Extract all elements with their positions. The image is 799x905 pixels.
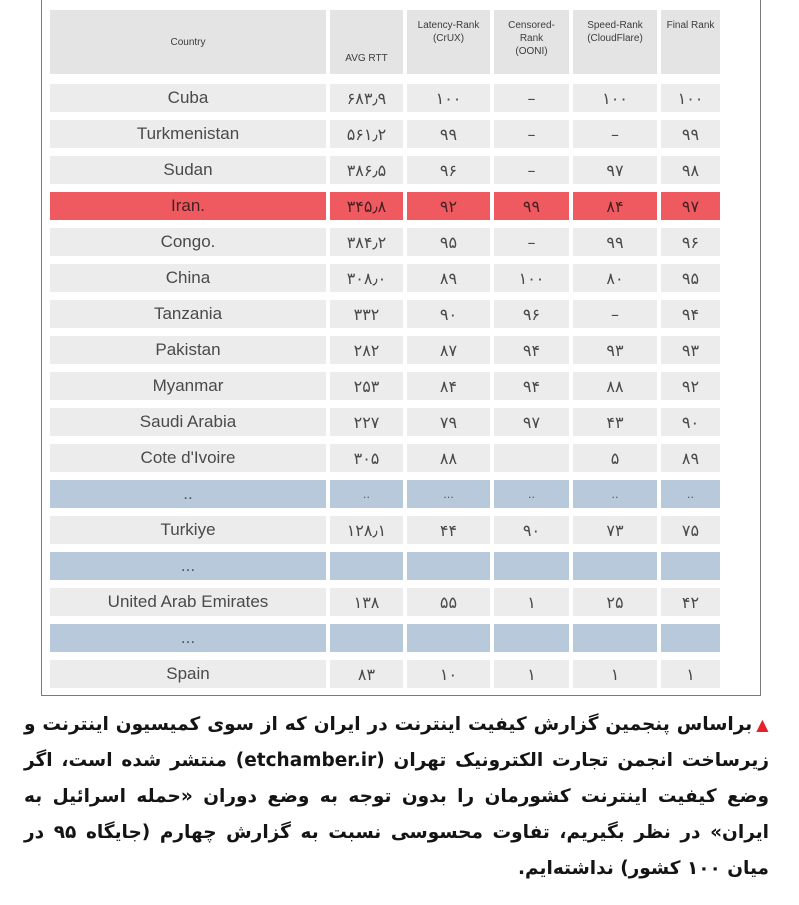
cell-avg: ۲۵۳ (330, 372, 403, 400)
cell-country: Pakistan (50, 336, 326, 364)
cell-latency: ۱۰۰ (407, 84, 490, 112)
cell-censored: ۹۷ (494, 408, 569, 436)
cell-censored: ۹۶ (494, 300, 569, 328)
cell-censored: .. (494, 480, 569, 508)
cell-avg: ۵۶۱٫۲ (330, 120, 403, 148)
header-final-rank: Final Rank (661, 10, 720, 74)
cell-final: ۹۵ (661, 264, 720, 292)
cell-speed (573, 624, 657, 652)
cell-final: ۹۹ (661, 120, 720, 148)
cell-final: ۹۸ (661, 156, 720, 184)
cell-country: Turkmenistan (50, 120, 326, 148)
cell-censored (494, 624, 569, 652)
cell-speed: – (573, 120, 657, 148)
cell-speed (573, 552, 657, 580)
cell-final: ۹۴ (661, 300, 720, 328)
table-row (50, 516, 752, 544)
table-row (50, 228, 752, 256)
table-row (50, 660, 752, 688)
cell-final: ۱۰۰ (661, 84, 720, 112)
cell-censored: – (494, 120, 569, 148)
cell-latency: ۹۶ (407, 156, 490, 184)
cell-final: ۹۶ (661, 228, 720, 256)
cell-speed: ۹۳ (573, 336, 657, 364)
cell-avg: ۳۰۸٫۰ (330, 264, 403, 292)
table-row (50, 444, 752, 472)
cell-country: Congo. (50, 228, 326, 256)
cell-latency: ۸۴ (407, 372, 490, 400)
cell-censored: – (494, 228, 569, 256)
cell-speed: .. (573, 480, 657, 508)
header-latency-rank (407, 10, 490, 74)
cell-latency: ۸۹ (407, 264, 490, 292)
cell-avg (330, 624, 403, 652)
cell-speed: ۱ (573, 660, 657, 688)
cell-speed: ۱۰۰ (573, 84, 657, 112)
triangle-marker-icon: ▲ (756, 715, 769, 734)
table-separator-row (50, 624, 752, 652)
header-censored-line3: (OONI) (515, 46, 548, 57)
cell-speed: ۸۰ (573, 264, 657, 292)
cell-avg: ۳۳۲ (330, 300, 403, 328)
cell-final: ۱ (661, 660, 720, 688)
cell-country: Cuba (50, 84, 326, 112)
cell-speed: – (573, 300, 657, 328)
cell-avg: ۳۸۶٫۵ (330, 156, 403, 184)
cell-latency: ۵۵ (407, 588, 490, 616)
cell-speed: ۴۳ (573, 408, 657, 436)
cell-avg: ۱۲۸٫۱ (330, 516, 403, 544)
cell-latency (407, 552, 490, 580)
table-separator-row (50, 480, 752, 508)
table-row (50, 300, 752, 328)
cell-avg: ۶۸۳٫۹ (330, 84, 403, 112)
cell-country: ... (50, 552, 326, 580)
header-censored-line2: Rank (519, 33, 544, 44)
cell-speed: ۷۳ (573, 516, 657, 544)
cell-avg: ۲۸۲ (330, 336, 403, 364)
table-row (50, 372, 752, 400)
table-separator-row (50, 552, 752, 580)
cell-country: United Arab Emirates (50, 588, 326, 616)
cell-censored: – (494, 156, 569, 184)
cell-censored: ۹۴ (494, 372, 569, 400)
cell-final: ۸۹ (661, 444, 720, 472)
table-row (50, 120, 752, 148)
cell-latency: ۸۸ (407, 444, 490, 472)
table-row-highlighted (50, 192, 752, 220)
header-censored-rank (494, 10, 569, 74)
cell-censored: ۱ (494, 660, 569, 688)
cell-final: ۹۰ (661, 408, 720, 436)
caption-text: براساس پنجمین گزارش کیفیت اینترنت در ایران که از سوی کمیسیون اینترنت و زیرساخت انجمن تجارت الکترونیک تهران (etchamber.ir) منتشر شده است، اگر وضع کیفیت اینترنت کشورمان را بدون توجه به وضع دوران «حمله اسرائیل به ایران» در نظر بگیریم، تفاوت محسوسی نسبت به گزارش چهارم (جایگاه ۹۵ در میان ۱۰۰ کشور) نداشته‌ایم. (24, 714, 769, 879)
table-row (50, 588, 752, 616)
cell-censored: – (494, 84, 569, 112)
cell-latency (407, 624, 490, 652)
cell-country: Iran. (50, 192, 326, 220)
cell-country: Turkiye (50, 516, 326, 544)
cell-censored (494, 552, 569, 580)
cell-final: ۴۲ (661, 588, 720, 616)
cell-country: Cote d'Ivoire (50, 444, 326, 472)
cell-speed: ۵ (573, 444, 657, 472)
cell-latency: ۹۲ (407, 192, 490, 220)
cell-avg: .. (330, 480, 403, 508)
cell-country: Spain (50, 660, 326, 688)
header-speed-line1: Speed-Rank (587, 20, 643, 31)
header-censored-line1: Censored- (508, 20, 555, 31)
cell-final: ۹۲ (661, 372, 720, 400)
cell-country: China (50, 264, 326, 292)
header-speed-line2: (CloudFlare) (587, 33, 643, 44)
header-speed-rank (573, 10, 657, 74)
cell-final (661, 552, 720, 580)
table-row (50, 84, 752, 112)
cell-latency: ۷۹ (407, 408, 490, 436)
header-latency-line2: (CrUX) (432, 33, 465, 44)
cell-avg: ۱۳۸ (330, 588, 403, 616)
cell-country: Tanzania (50, 300, 326, 328)
table-header (50, 10, 752, 74)
cell-speed: ۸۴ (573, 192, 657, 220)
table-row (50, 408, 752, 436)
cell-final: ۹۷ (661, 192, 720, 220)
table-row (50, 264, 752, 292)
cell-country: Sudan (50, 156, 326, 184)
cell-latency: ۸۷ (407, 336, 490, 364)
cell-final: ۷۵ (661, 516, 720, 544)
cell-final: .. (661, 480, 720, 508)
cell-speed: ۲۵ (573, 588, 657, 616)
cell-avg: ۲۲۷ (330, 408, 403, 436)
cell-latency: ۴۴ (407, 516, 490, 544)
cell-censored: ۱ (494, 588, 569, 616)
cell-censored (494, 444, 569, 472)
cell-latency: ۱۰ (407, 660, 490, 688)
header-country: Country (50, 10, 326, 74)
caption (24, 707, 769, 887)
cell-latency: ۹۰ (407, 300, 490, 328)
cell-avg: ۸۳ (330, 660, 403, 688)
cell-country: ... (50, 624, 326, 652)
cell-censored: ۹۹ (494, 192, 569, 220)
header-avg-rtt: AVG RTT (330, 10, 403, 74)
cell-avg: ۳۸۴٫۲ (330, 228, 403, 256)
table-row (50, 336, 752, 364)
header-latency-line1: Latency-Rank (417, 20, 480, 31)
cell-latency: ... (407, 480, 490, 508)
cell-latency: ۹۵ (407, 228, 490, 256)
cell-country: Saudi Arabia (50, 408, 326, 436)
cell-speed: ۸۸ (573, 372, 657, 400)
cell-final (661, 624, 720, 652)
table-row (50, 156, 752, 184)
cell-country: .. (50, 480, 326, 508)
cell-censored: ۱۰۰ (494, 264, 569, 292)
cell-latency: ۹۹ (407, 120, 490, 148)
cell-censored: ۹۴ (494, 336, 569, 364)
cell-avg: ۳۰۵ (330, 444, 403, 472)
cell-censored: ۹۰ (494, 516, 569, 544)
cell-final: ۹۳ (661, 336, 720, 364)
cell-avg: ۳۴۵٫۸ (330, 192, 403, 220)
cell-country: Myanmar (50, 372, 326, 400)
cell-speed: ۹۷ (573, 156, 657, 184)
cell-speed: ۹۹ (573, 228, 657, 256)
cell-avg (330, 552, 403, 580)
